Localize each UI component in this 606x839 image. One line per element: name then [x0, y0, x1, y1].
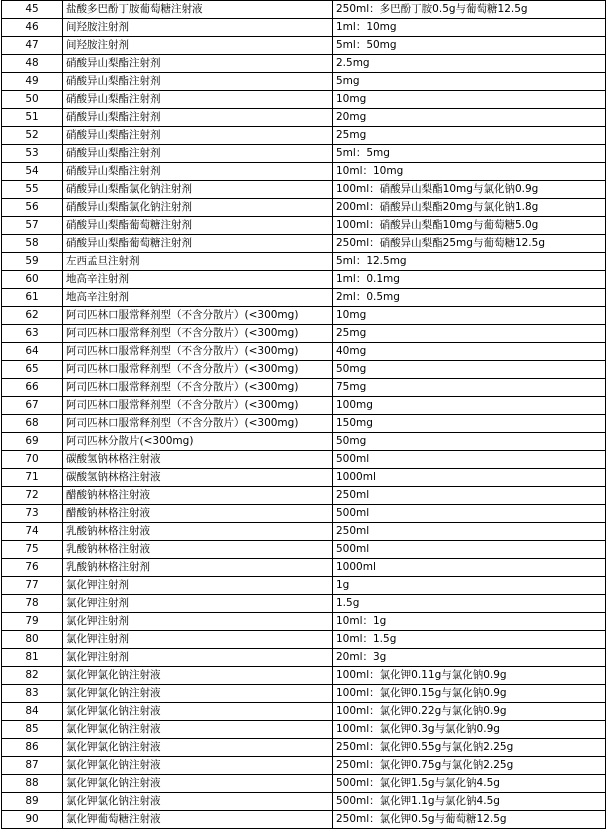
- row-number-cell: 85: [2, 721, 63, 739]
- row-number-cell: 64: [2, 343, 63, 361]
- table-row: [2, 523, 606, 541]
- specification-cell: 100ml：氯化钾0.15g与氯化钠0.9g: [333, 685, 606, 703]
- drug-name-cell: 醋酸钠林格注射液: [63, 487, 333, 505]
- specification-cell: 100mg: [333, 397, 606, 415]
- table-row: [2, 631, 606, 649]
- drug-name-cell: 氯化钾注射剂: [63, 577, 333, 595]
- drug-name-cell: 硝酸异山梨酯氯化钠注射剂: [63, 199, 333, 217]
- table-row: [2, 613, 606, 631]
- specification-cell: 25mg: [333, 127, 606, 145]
- table-body: [2, 1, 606, 829]
- row-number-cell: 89: [2, 793, 63, 811]
- specification-cell: 500ml：氯化钾1.5g与氯化钠4.5g: [333, 775, 606, 793]
- row-number-cell: 62: [2, 307, 63, 325]
- row-number-cell: 74: [2, 523, 63, 541]
- row-number-cell: 87: [2, 757, 63, 775]
- row-number-cell: 61: [2, 289, 63, 307]
- table-row: [2, 703, 606, 721]
- specification-cell: 500ml: [333, 451, 606, 469]
- specification-cell: 2.5mg: [333, 55, 606, 73]
- specification-cell: 250ml: [333, 487, 606, 505]
- table-row: [2, 577, 606, 595]
- drug-name-cell: 阿司匹林口服常释剂型（不含分散片）(<300mg): [63, 361, 333, 379]
- drug-name-cell: 阿司匹林口服常释剂型（不含分散片）(<300mg): [63, 325, 333, 343]
- row-number-cell: 56: [2, 199, 63, 217]
- drug-name-cell: 硝酸异山梨酯注射剂: [63, 109, 333, 127]
- row-number-cell: 50: [2, 91, 63, 109]
- specification-cell: 25mg: [333, 325, 606, 343]
- drug-name-cell: 氯化钾氯化钠注射液: [63, 703, 333, 721]
- specification-cell: 250ml：氯化钾0.75g与氯化钠2.25g: [333, 757, 606, 775]
- drug-name-cell: 碳酸氢钠林格注射液: [63, 451, 333, 469]
- row-number-cell: 54: [2, 163, 63, 181]
- row-number-cell: 63: [2, 325, 63, 343]
- drug-name-cell: 硝酸异山梨酯注射剂: [63, 145, 333, 163]
- row-number-cell: 72: [2, 487, 63, 505]
- drug-name-cell: 氯化钾氯化钠注射液: [63, 721, 333, 739]
- row-number-cell: 53: [2, 145, 63, 163]
- specification-cell: 100ml：氯化钾0.3g与氯化钠0.9g: [333, 721, 606, 739]
- specification-cell: 250ml: [333, 523, 606, 541]
- drug-name-cell: 硝酸异山梨酯葡萄糖注射剂: [63, 217, 333, 235]
- specification-cell: 1000ml: [333, 469, 606, 487]
- specification-cell: 1.5g: [333, 595, 606, 613]
- specification-cell: 5ml：12.5mg: [333, 253, 606, 271]
- drug-name-cell: 阿司匹林口服常释剂型（不含分散片）(<300mg): [63, 307, 333, 325]
- row-number-cell: 60: [2, 271, 63, 289]
- table-row: [2, 217, 606, 235]
- table-row: [2, 343, 606, 361]
- table-row: [2, 325, 606, 343]
- table-row: [2, 505, 606, 523]
- specification-cell: 250ml：氯化钾0.5g与葡萄糖12.5g: [333, 811, 606, 829]
- table-row: [2, 163, 606, 181]
- row-number-cell: 73: [2, 505, 63, 523]
- row-number-cell: 78: [2, 595, 63, 613]
- table-row: [2, 145, 606, 163]
- specification-cell: 200ml：硝酸异山梨酯20mg与氯化钠1.8g: [333, 199, 606, 217]
- specification-cell: 100ml：硝酸异山梨酯10mg与氯化钠0.9g: [333, 181, 606, 199]
- table-row: [2, 361, 606, 379]
- drug-name-cell: 硝酸异山梨酯注射剂: [63, 73, 333, 91]
- table-row: [2, 235, 606, 253]
- drug-name-cell: 氯化钾葡萄糖注射液: [63, 811, 333, 829]
- table-row: [2, 1, 606, 19]
- specification-cell: 1000ml: [333, 559, 606, 577]
- row-number-cell: 75: [2, 541, 63, 559]
- table-row: [2, 739, 606, 757]
- drug-name-cell: 地高辛注射剂: [63, 271, 333, 289]
- row-number-cell: 59: [2, 253, 63, 271]
- row-number-cell: 88: [2, 775, 63, 793]
- row-number-cell: 79: [2, 613, 63, 631]
- table-row: [2, 91, 606, 109]
- table-row: [2, 559, 606, 577]
- row-number-cell: 90: [2, 811, 63, 829]
- drug-name-cell: 硝酸异山梨酯注射剂: [63, 55, 333, 73]
- specification-cell: 10mg: [333, 91, 606, 109]
- drug-spec-table: [1, 0, 606, 829]
- table-row: [2, 37, 606, 55]
- row-number-cell: 69: [2, 433, 63, 451]
- drug-name-cell: 氯化钾注射剂: [63, 595, 333, 613]
- drug-name-cell: 阿司匹林口服常释剂型（不含分散片）(<300mg): [63, 397, 333, 415]
- drug-name-cell: 乳酸钠林格注射液: [63, 541, 333, 559]
- drug-name-cell: 硝酸异山梨酯注射剂: [63, 127, 333, 145]
- specification-cell: 40mg: [333, 343, 606, 361]
- row-number-cell: 80: [2, 631, 63, 649]
- drug-name-cell: 硝酸异山梨酯注射剂: [63, 163, 333, 181]
- specification-cell: 50mg: [333, 433, 606, 451]
- specification-cell: 250ml：氯化钾0.55g与氯化钠2.25g: [333, 739, 606, 757]
- row-number-cell: 65: [2, 361, 63, 379]
- table-row: [2, 451, 606, 469]
- specification-cell: 20ml：3g: [333, 649, 606, 667]
- drug-name-cell: 阿司匹林口服常释剂型（不含分散片）(<300mg): [63, 379, 333, 397]
- specification-cell: 5mg: [333, 73, 606, 91]
- specification-cell: 500ml：氯化钾1.1g与氯化钠4.5g: [333, 793, 606, 811]
- row-number-cell: 81: [2, 649, 63, 667]
- table-row: [2, 109, 606, 127]
- specification-cell: 500ml: [333, 505, 606, 523]
- row-number-cell: 67: [2, 397, 63, 415]
- row-number-cell: 46: [2, 19, 63, 37]
- drug-name-cell: 左西孟旦注射剂: [63, 253, 333, 271]
- table-row: [2, 775, 606, 793]
- table-row: [2, 469, 606, 487]
- drug-name-cell: 阿司匹林口服常释剂型（不含分散片）(<300mg): [63, 343, 333, 361]
- row-number-cell: 84: [2, 703, 63, 721]
- table-row: [2, 127, 606, 145]
- table-row: [2, 307, 606, 325]
- table-row: [2, 721, 606, 739]
- specification-cell: 50mg: [333, 361, 606, 379]
- table-row: [2, 73, 606, 91]
- specification-cell: 1ml：0.1mg: [333, 271, 606, 289]
- specification-cell: 100ml：硝酸异山梨酯10mg与葡萄糖5.0g: [333, 217, 606, 235]
- table-row: [2, 487, 606, 505]
- table-row: [2, 793, 606, 811]
- drug-name-cell: 乳酸钠林格注射液: [63, 523, 333, 541]
- table-row: [2, 667, 606, 685]
- specification-cell: 10mg: [333, 307, 606, 325]
- drug-name-cell: 盐酸多巴酚丁胺葡萄糖注射液: [63, 1, 333, 19]
- specification-cell: 100ml：氯化钾0.11g与氯化钠0.9g: [333, 667, 606, 685]
- table-row: [2, 649, 606, 667]
- drug-name-cell: 氯化钾注射剂: [63, 631, 333, 649]
- specification-cell: 10ml：10mg: [333, 163, 606, 181]
- specification-cell: 150mg: [333, 415, 606, 433]
- specification-cell: 100ml：氯化钾0.22g与氯化钠0.9g: [333, 703, 606, 721]
- drug-name-cell: 阿司匹林分散片(<300mg): [63, 433, 333, 451]
- specification-cell: 1ml：10mg: [333, 19, 606, 37]
- drug-name-cell: 氯化钾氯化钠注射液: [63, 667, 333, 685]
- drug-name-cell: 氯化钾注射剂: [63, 649, 333, 667]
- drug-name-cell: 硝酸异山梨酯注射剂: [63, 91, 333, 109]
- row-number-cell: 57: [2, 217, 63, 235]
- table-row: [2, 289, 606, 307]
- row-number-cell: 49: [2, 73, 63, 91]
- specification-cell: 250ml：硝酸异山梨酯25mg与葡萄糖12.5g: [333, 235, 606, 253]
- specification-cell: 1g: [333, 577, 606, 595]
- row-number-cell: 83: [2, 685, 63, 703]
- row-number-cell: 48: [2, 55, 63, 73]
- row-number-cell: 55: [2, 181, 63, 199]
- drug-name-cell: 阿司匹林口服常释剂型（不含分散片）(<300mg): [63, 415, 333, 433]
- table-row: [2, 253, 606, 271]
- row-number-cell: 66: [2, 379, 63, 397]
- drug-name-cell: 氯化钾氯化钠注射液: [63, 775, 333, 793]
- specification-cell: 5ml：50mg: [333, 37, 606, 55]
- row-number-cell: 47: [2, 37, 63, 55]
- specification-cell: 75mg: [333, 379, 606, 397]
- row-number-cell: 45: [2, 1, 63, 19]
- row-number-cell: 58: [2, 235, 63, 253]
- table-row: [2, 415, 606, 433]
- table-row: [2, 541, 606, 559]
- specification-cell: 10ml：1.5g: [333, 631, 606, 649]
- specification-cell: 2ml：0.5mg: [333, 289, 606, 307]
- table-row: [2, 433, 606, 451]
- drug-name-cell: 氯化钾氯化钠注射液: [63, 757, 333, 775]
- table-row: [2, 181, 606, 199]
- drug-name-cell: 硝酸异山梨酯氯化钠注射剂: [63, 181, 333, 199]
- specification-cell: 20mg: [333, 109, 606, 127]
- row-number-cell: 71: [2, 469, 63, 487]
- table-row: [2, 757, 606, 775]
- row-number-cell: 86: [2, 739, 63, 757]
- drug-name-cell: 氯化钾氯化钠注射液: [63, 739, 333, 757]
- row-number-cell: 76: [2, 559, 63, 577]
- drug-name-cell: 碳酸氢钠林格注射液: [63, 469, 333, 487]
- specification-cell: 5ml：5mg: [333, 145, 606, 163]
- drug-name-cell: 氯化钾注射剂: [63, 613, 333, 631]
- drug-name-cell: 地高辛注射剂: [63, 289, 333, 307]
- row-number-cell: 52: [2, 127, 63, 145]
- row-number-cell: 82: [2, 667, 63, 685]
- table-row: [2, 19, 606, 37]
- drug-name-cell: 醋酸钠林格注射液: [63, 505, 333, 523]
- drug-name-cell: 乳酸钠林格注射剂: [63, 559, 333, 577]
- specification-cell: 10ml：1g: [333, 613, 606, 631]
- drug-name-cell: 氯化钾氯化钠注射液: [63, 793, 333, 811]
- row-number-cell: 77: [2, 577, 63, 595]
- drug-name-cell: 间羟胺注射剂: [63, 37, 333, 55]
- drug-name-cell: 氯化钾氯化钠注射液: [63, 685, 333, 703]
- drug-name-cell: 间羟胺注射剂: [63, 19, 333, 37]
- table-row: [2, 379, 606, 397]
- row-number-cell: 70: [2, 451, 63, 469]
- table-row: [2, 199, 606, 217]
- specification-cell: 250ml：多巴酚丁胺0.5g与葡萄糖12.5g: [333, 1, 606, 19]
- table-row: [2, 811, 606, 829]
- table-row: [2, 595, 606, 613]
- table-row: [2, 685, 606, 703]
- table-row: [2, 271, 606, 289]
- row-number-cell: 51: [2, 109, 63, 127]
- row-number-cell: 68: [2, 415, 63, 433]
- drug-name-cell: 硝酸异山梨酯葡萄糖注射剂: [63, 235, 333, 253]
- specification-cell: 500ml: [333, 541, 606, 559]
- table-row: [2, 397, 606, 415]
- table-row: [2, 55, 606, 73]
